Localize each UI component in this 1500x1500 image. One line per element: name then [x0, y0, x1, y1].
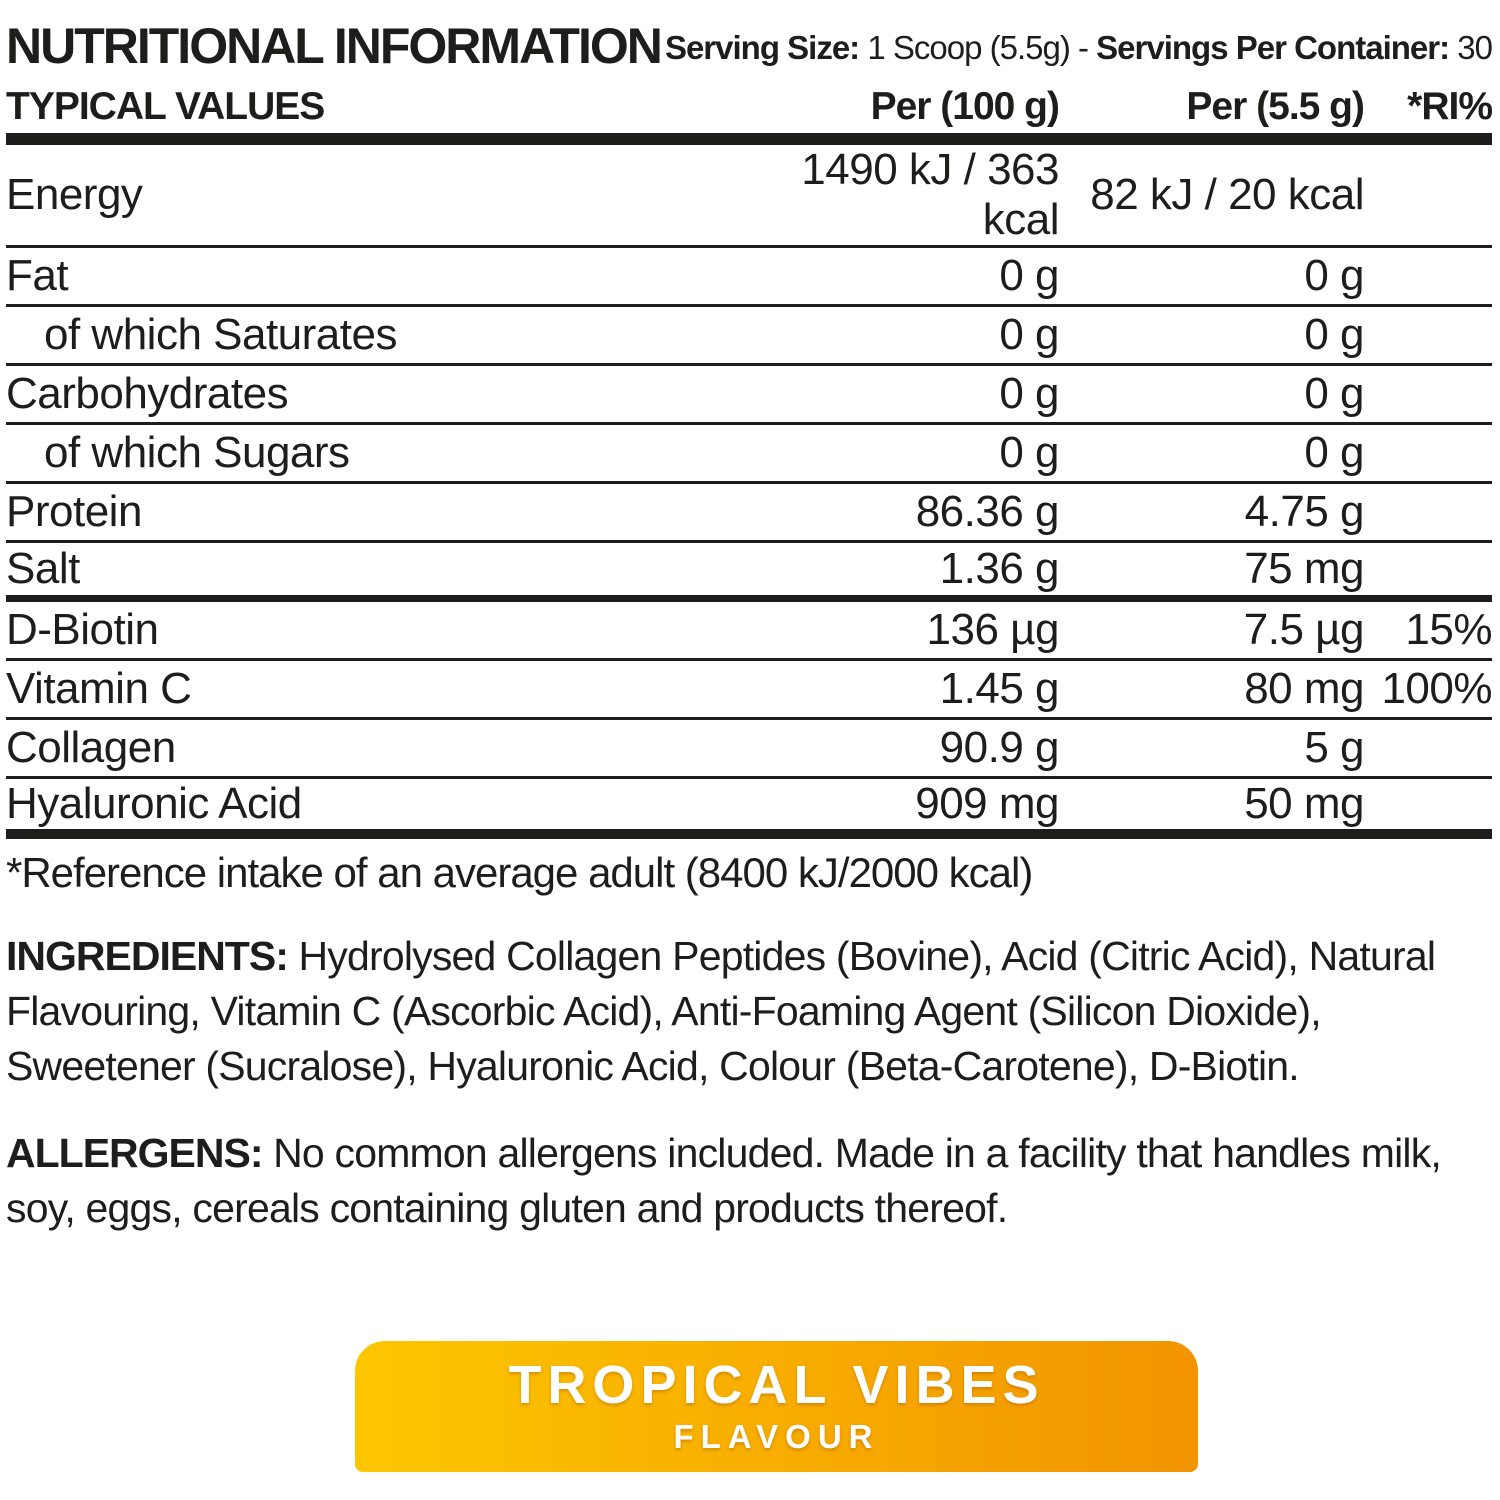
per-serving-value: 0 g	[1304, 368, 1364, 418]
row-label: Vitamin C	[6, 663, 192, 713]
flavour-sub-label: FLAVOUR	[673, 1418, 880, 1455]
per-100g-value: 1490 kJ / 363 kcal	[801, 144, 1059, 244]
reference-intake-footnote: *Reference intake of an average adult (8400 kJ/2000 kcal)	[6, 848, 1033, 896]
table-row	[6, 145, 1492, 248]
row-label: Hyaluronic Acid	[6, 778, 302, 828]
per-serving-value: 50 mg	[1244, 778, 1364, 828]
per-100g-value: 136 µg	[926, 604, 1059, 654]
per-serving-value: 80 mg	[1244, 663, 1364, 713]
ri-percent-value: 15%	[1405, 604, 1492, 654]
table-row	[6, 602, 1492, 661]
allergens-text: No common allergens included. Made in a facility that handles milk, soy, eggs, cereals containing gluten and products thereof.	[6, 1129, 1441, 1231]
column-header-per-100g: Per (100 g)	[870, 84, 1059, 128]
per-serving-value: 0 g	[1304, 309, 1364, 359]
per-100g-value: 909 mg	[915, 778, 1059, 828]
serving-separator: -	[1077, 29, 1088, 66]
table-row	[6, 543, 1492, 602]
per-serving-value: 7.5 µg	[1243, 604, 1364, 654]
typical-values-table	[6, 85, 1492, 839]
row-label: of which Sugars	[44, 427, 350, 477]
label-header	[6, 20, 1492, 73]
serving-size-value: 1 Scoop (5.5g)	[867, 29, 1070, 66]
row-label: of which Saturates	[44, 309, 397, 359]
table-row	[6, 366, 1492, 425]
per-serving-value: 82 kJ / 20 kcal	[1090, 169, 1364, 219]
per-serving-value: 75 mg	[1244, 543, 1364, 593]
table-row	[6, 248, 1492, 307]
table-header-row	[6, 85, 1492, 145]
serving-size-line	[665, 29, 1492, 67]
nutrition-title: NUTRITIONAL INFORMATION	[6, 18, 661, 74]
table-row	[6, 307, 1492, 366]
per-100g-value: 1.36 g	[939, 543, 1059, 593]
per-100g-value: 86.36 g	[915, 486, 1059, 536]
column-header-ri-percent: *RI%	[1407, 84, 1492, 128]
per-100g-value: 0 g	[999, 309, 1059, 359]
table-row	[6, 484, 1492, 543]
ingredients-paragraph	[6, 929, 1492, 1094]
row-label: Collagen	[6, 722, 176, 772]
servings-per-container-label: Servings Per Container:	[1096, 29, 1450, 66]
row-label: Protein	[6, 486, 142, 536]
per-serving-value: 4.75 g	[1244, 486, 1364, 536]
ingredients-label: INGREDIENTS:	[6, 932, 288, 979]
column-header-typical-values: TYPICAL VALUES	[6, 84, 325, 128]
flavour-badge	[355, 1341, 1198, 1472]
table-row	[6, 720, 1492, 779]
row-label: D-Biotin	[6, 604, 159, 654]
per-100g-value: 0 g	[999, 427, 1059, 477]
serving-size-label: Serving Size:	[664, 29, 860, 66]
allergens-label: ALLERGENS:	[6, 1129, 263, 1176]
per-serving-value: 0 g	[1304, 250, 1364, 300]
row-label: Fat	[6, 250, 69, 300]
row-label: Energy	[6, 169, 143, 219]
allergens-paragraph	[6, 1126, 1492, 1236]
flavour-name: TROPICAL VIBES	[508, 1355, 1045, 1415]
table-row	[6, 779, 1492, 839]
column-header-per-serving: Per (5.5 g)	[1186, 84, 1364, 128]
table-row	[6, 661, 1492, 720]
per-100g-value: 1.45 g	[939, 663, 1059, 713]
row-label: Carbohydrates	[6, 368, 289, 418]
row-label: Salt	[6, 543, 80, 593]
ingredients-text: Hydrolysed Collagen Peptides (Bovine), Acid (Citric Acid), Natural Flavouring, Vitamin C (Ascorbic Acid), Anti-Foaming Agent (Silicon Dioxide), Sweetener (Sucralose), Hyaluronic Acid, Colour (Beta-Carotene), D-Biotin.	[6, 932, 1436, 1089]
table-row	[6, 425, 1492, 484]
table-body	[6, 145, 1492, 839]
per-100g-value: 0 g	[999, 250, 1059, 300]
per-100g-value: 90.9 g	[939, 722, 1059, 772]
per-serving-value: 0 g	[1304, 427, 1364, 477]
per-100g-value: 0 g	[999, 368, 1059, 418]
servings-per-container-value: 30	[1457, 29, 1492, 66]
per-serving-value: 5 g	[1304, 722, 1364, 772]
ri-percent-value: 100%	[1381, 663, 1492, 713]
